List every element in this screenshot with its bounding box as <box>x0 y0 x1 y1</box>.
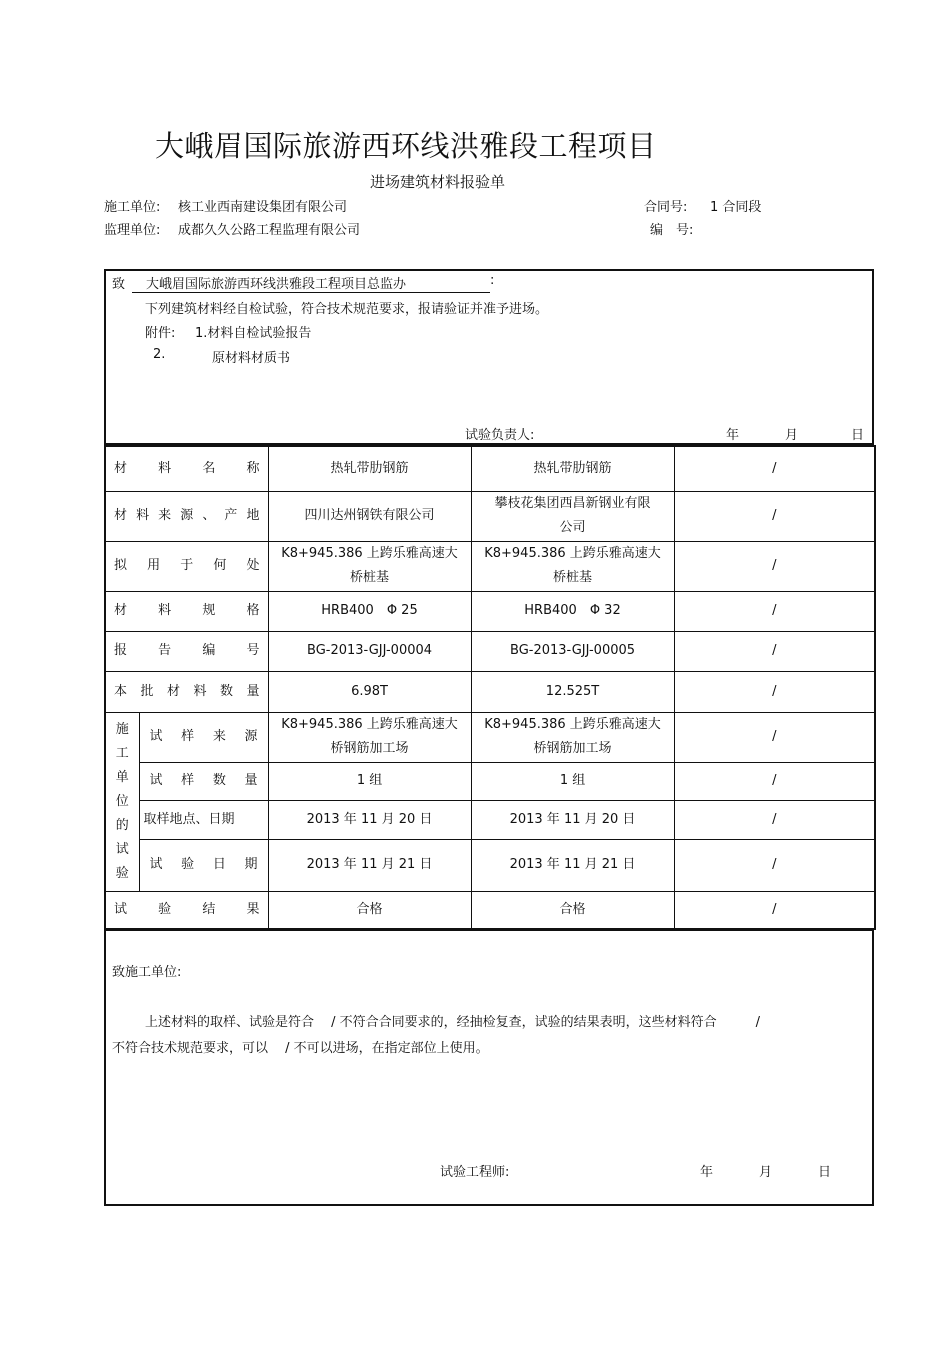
request-to-value: 大峨眉国际旅游西环线洪雅段工程项目总监办 <box>146 277 407 292</box>
attachment-2-text: 原材料材质书 <box>212 351 291 366</box>
request-to-label: 致 <box>112 277 126 292</box>
cell-material-3: / <box>674 762 875 800</box>
cell-material-3: / <box>674 591 875 631</box>
table-row <box>105 712 875 762</box>
cell-material-1: 2013 年 11 月 20 日 <box>268 800 471 839</box>
cell-material-1: 热轧带肋钢筋 <box>268 446 471 491</box>
cell-material-1: K8+945.386 上跨乐雅高速大桥钢筋加工场 <box>268 712 471 762</box>
cell-material-2: 1 组 <box>471 762 674 800</box>
group-label-char: 验 <box>115 865 129 881</box>
row-label: 拟用于何处 <box>105 541 268 591</box>
reply-to: 致施工单位: <box>112 965 182 980</box>
cell-material-3: / <box>674 712 875 762</box>
group-label-char: 试 <box>115 841 129 857</box>
group-label-char: 单 <box>115 769 129 785</box>
cell-material-1: 6.98T <box>268 671 471 712</box>
cell-material-2: 攀枝花集团西昌新钢业有限公司 <box>471 491 674 541</box>
request-body: 下列建筑材料经自检试验，符合技术规范要求，报请验证并准予进场。 <box>145 302 549 317</box>
cell-material-3: / <box>674 839 875 891</box>
group-label-char: 位 <box>115 793 129 809</box>
row-label: 试验结果 <box>105 891 268 929</box>
table-row <box>105 800 875 839</box>
cell-material-3: / <box>674 446 875 491</box>
row-label: 试样来源 <box>139 712 268 762</box>
cell-material-3: / <box>674 671 875 712</box>
supervision-unit-label: 监理单位: <box>104 223 161 238</box>
table-row <box>105 891 875 929</box>
reply-day: 日 <box>818 1165 832 1180</box>
cell-material-1: 合格 <box>268 891 471 929</box>
cell-material-2: 2013 年 11 月 21 日 <box>471 839 674 891</box>
table-row <box>105 762 875 800</box>
table-row <box>105 491 875 541</box>
construction-unit-value: 核工业西南建设集团有限公司 <box>178 200 348 215</box>
cell-material-1: 2013 年 11 月 21 日 <box>268 839 471 891</box>
construction-unit-label: 施工单位: <box>104 200 161 215</box>
material-table <box>104 445 876 930</box>
cell-material-3: / <box>674 631 875 671</box>
cell-material-2: K8+945.386 上跨乐雅高速大桥桩基 <box>471 541 674 591</box>
row-label: 材料名称 <box>105 446 268 491</box>
test-engineer-label: 试验工程师: <box>440 1165 510 1180</box>
row-label: 试验日期 <box>139 839 268 891</box>
attachment-2-number: 2. <box>153 347 166 362</box>
cell-material-1: HRB400 Φ 25 <box>268 591 471 631</box>
reply-year: 年 <box>700 1165 714 1180</box>
table-row <box>105 631 875 671</box>
cell-material-3: / <box>674 541 875 591</box>
row-label: 材料规格 <box>105 591 268 631</box>
table-row <box>105 839 875 891</box>
row-label: 本批材料数量 <box>105 671 268 712</box>
document-subtitle: 进场建筑材料报验单 <box>370 173 506 191</box>
test-supervisor-label: 试验负责人: <box>465 428 535 443</box>
cell-material-2: K8+945.386 上跨乐雅高速大桥钢筋加工场 <box>471 712 674 762</box>
group-label-char: 工 <box>115 745 129 761</box>
reply-month: 月 <box>759 1165 773 1180</box>
contract-value: 1 合同段 <box>710 200 762 215</box>
cell-material-2: 12.525T <box>471 671 674 712</box>
request-day: 日 <box>851 428 865 443</box>
request-to-underline <box>132 292 490 293</box>
cell-material-3: / <box>674 491 875 541</box>
contract-label: 合同号: <box>644 200 688 215</box>
group-label-char: 的 <box>115 817 129 833</box>
reply-line-1: 上述材料的取样、试验是符合 / 不符合合同要求的，经抽检复查，试验的结果表明，这些材料符合 / <box>145 1015 761 1030</box>
cell-material-2: 合格 <box>471 891 674 929</box>
group-label-vertical <box>105 712 139 891</box>
request-year: 年 <box>726 428 740 443</box>
document-title: 大峨眉国际旅游西环线洪雅段工程项目 <box>155 129 657 163</box>
table-row <box>105 591 875 631</box>
cell-material-2: HRB400 Φ 32 <box>471 591 674 631</box>
cell-material-1: K8+945.386 上跨乐雅高速大桥桩基 <box>268 541 471 591</box>
cell-material-1: BG-2013-GJJ-00004 <box>268 631 471 671</box>
table-row <box>105 541 875 591</box>
table-row <box>105 446 875 491</box>
row-label: 试样数量 <box>139 762 268 800</box>
cell-material-1: 1 组 <box>268 762 471 800</box>
cell-material-2: 2013 年 11 月 20 日 <box>471 800 674 839</box>
reply-line-2: 不符合技术规范要求，可以 / 不可以进场，在指定部位上使用。 <box>112 1041 489 1056</box>
attachment-label: 附件: <box>145 326 176 341</box>
group-label-char: 施 <box>115 721 129 737</box>
serial-label: 编 号: <box>650 223 694 238</box>
cell-material-1: 四川达州钢铁有限公司 <box>268 491 471 541</box>
supervision-unit-value: 成都久久公路工程监理有限公司 <box>178 223 361 238</box>
row-label: 报告编号 <box>105 631 268 671</box>
row-label: 材料来源、产地 <box>105 491 268 541</box>
request-month: 月 <box>785 428 799 443</box>
request-to-colon: : <box>490 273 495 288</box>
cell-material-3: / <box>674 891 875 929</box>
cell-material-2: 热轧带肋钢筋 <box>471 446 674 491</box>
attachment-1: 1.材料自检试验报告 <box>195 326 312 341</box>
cell-material-2: BG-2013-GJJ-00005 <box>471 631 674 671</box>
row-label: 取样地点、日期 <box>139 800 268 839</box>
cell-material-3: / <box>674 800 875 839</box>
table-row <box>105 671 875 712</box>
